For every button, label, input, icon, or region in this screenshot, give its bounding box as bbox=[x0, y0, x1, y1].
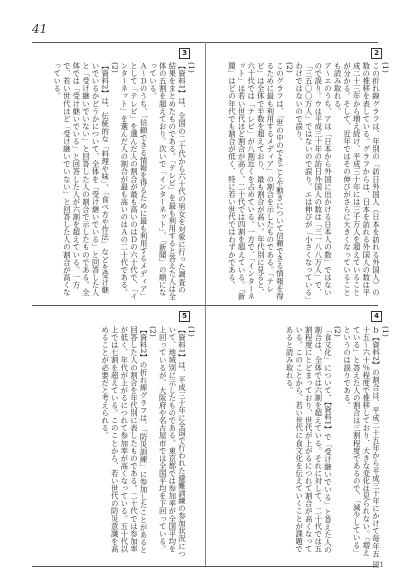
section-number-5: 5 bbox=[179, 311, 190, 322]
bottom-rule bbox=[32, 566, 378, 567]
section-number-3: 3 bbox=[179, 48, 190, 59]
section-3-text: (1) 【資料1】は、全国の二十代から六十代の男女を対象に行った調査の結果をまとめたものである。「テレビ」を最も利用すると答えた人は全体の五割を超えており、次いで「インターネット」、「新聞」の順になっている。 Ａ〜Ｄのうち、「信頼できる情報を得るために最も利用するメディア」として「テレビ」を選んだ人の割合が最も高いのはＤの六十代で、「インターネット」を選んだ人の割合が最も高いのはＡの二十代である。 (2) 【資料2】は、伝統的な「料理や味」、「食べ方や作法」などを受け継いでいるかどうかについて、全体を「受け継いでいる」と回答した人と「受け継いでいない」と回答した人の割合で示したものである。全体では「受け継いでいる」と回答した人が六割を超えている。一方で、若い世代ほど「受け継いでいない」と回答した人の割合が高くなっている。 bbox=[52, 62, 196, 300]
page-number: 41 bbox=[32, 22, 48, 36]
section-4-text: (1) ｂ【資料2】の割合は、平成二十五年から平成三十年にかけて毎年五十五〜六十％程度で推移しており、大きな変化は見られない。「増えている」と答えた人の割合は三割程度であるので、「減少している」というのは誤りである。 (2) 「食文化」について、【資料1】で「受け継いでいる」と答えた人の割合は、全体では六割を超えている。それに対して、二十代では五割程度にとどまっており、世代が上がるにつれて割合が高くなっている。このことから、若い世代に食文化を伝えていくことが課題であると読み取れる。 bbox=[285, 326, 390, 558]
bottom-column-divider bbox=[205, 305, 206, 566]
top-column-divider bbox=[205, 42, 206, 305]
section-5-text: (1) 【資料1】は、平成三十年に全国で行われた避難訓練の参加状況について、地域別に示したものである。東京都では参加率が全国平均を上回っているが、大阪府や名古屋市では全国平均を下回っている。 (2) 【資料2】の折れ線グラフは、「防災訓練」に参加したことがあると回答した人の割合を年代別に表したものである。二十代では参加率が低く、年代が上がるにつれて参加率が高くなっている。五十代以上では七割を超えている。このことから、若い世代の防災意識を高めることが必要だと考えられる。 bbox=[100, 326, 196, 558]
footer-tag: 國1 bbox=[372, 561, 384, 569]
section-number-4: 4 bbox=[371, 311, 382, 322]
section-2-text: (1) この折れ線グラフは、年別の「訪日外国人（日本を訪れる外国人）の数の推移を表している。グラフからは、日本を訪れる外国人の数は平成二十三年から増え続け、平成三十年には三千万人を超えていることが分かる。そして、近年ではその伸びがさらに大きくなっていることも読み取れる。 ア〜エのうち、アは「日本から外国に出かける日本人の数」ではないので誤り。ウは平成三十年の訪日外国人の数は「三一八八万人」で、「三五〇〇万人」ではないので誤り。エは伸びが「小さくなっている」わけではないので誤り。 (2) このグラフは、「世の中のできごとや動きについて信頼できる情報を得るために最も利用するメディア」の割合を示したものである。「テレビ」は全体で半数を超えており、最も割合が高い。年代別に見ると、六十代では「テレビ」が八割近くを占めている。一方で、「インターネット」は若い世代ほど割合が高く、二十代では四割を超えている。「新聞」はどの年代でも割合が低く、特に若い世代ではわずかである。 bbox=[227, 62, 390, 300]
section-number-2: 2 bbox=[371, 48, 382, 59]
